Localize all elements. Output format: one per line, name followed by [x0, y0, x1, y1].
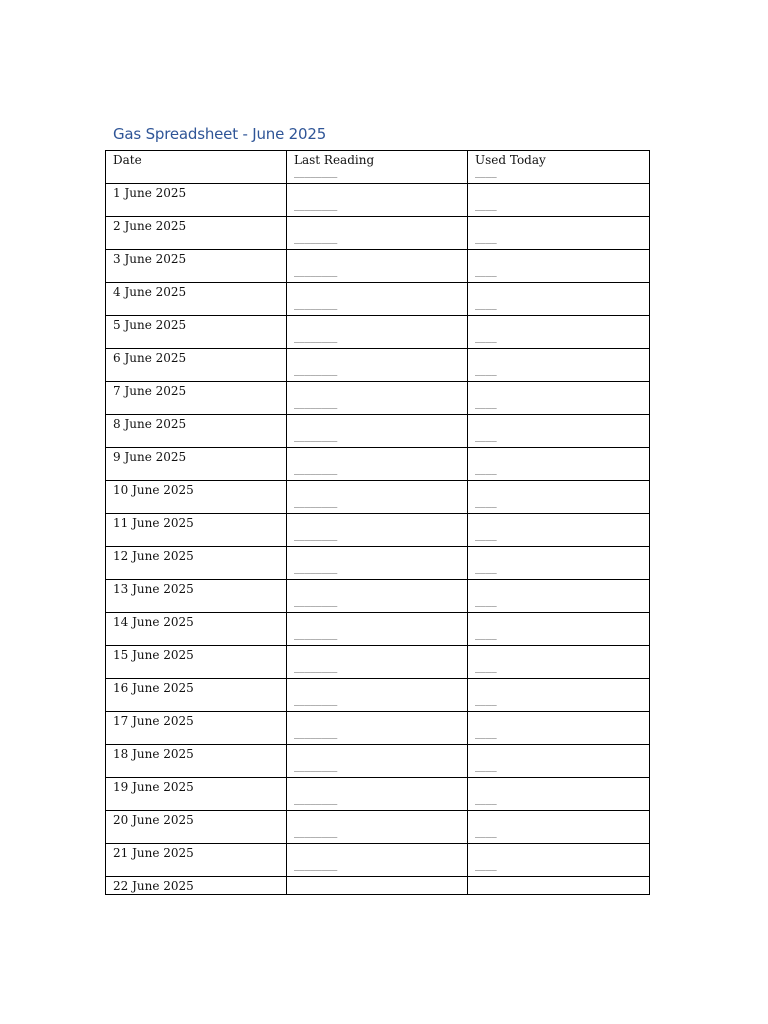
last-reading-cell[interactable] — [287, 217, 468, 250]
date-label: 21 June 2025 — [113, 846, 194, 860]
used-today-cell[interactable] — [468, 580, 650, 613]
last-reading-cell[interactable] — [287, 250, 468, 283]
date-label: 5 June 2025 — [113, 318, 187, 332]
header-date-label: Date — [113, 153, 142, 167]
last-reading-cell[interactable] — [287, 613, 468, 646]
used-today-blank[interactable]: ____ — [475, 499, 497, 509]
date-cell — [106, 382, 287, 415]
date-cell — [106, 283, 287, 316]
last-reading-cell[interactable] — [287, 349, 468, 382]
used-today-cell[interactable] — [468, 382, 650, 415]
used-today-cell[interactable] — [468, 811, 650, 844]
last-reading-cell[interactable] — [287, 811, 468, 844]
last-reading-blank[interactable]: ________ — [294, 598, 338, 608]
used-today-blank[interactable]: ____ — [475, 532, 497, 542]
table-row — [106, 844, 650, 877]
used-today-blank[interactable]: ____ — [475, 268, 497, 278]
table-row — [106, 745, 650, 778]
last-reading-cell[interactable] — [287, 514, 468, 547]
table-body — [106, 184, 650, 895]
last-reading-blank[interactable]: ________ — [294, 664, 338, 674]
last-reading-blank[interactable]: ________ — [294, 367, 338, 377]
last-reading-blank[interactable]: ________ — [294, 499, 338, 509]
last-reading-blank[interactable]: ________ — [294, 202, 338, 212]
table-header-row — [106, 151, 650, 184]
last-reading-blank[interactable]: ________ — [294, 763, 338, 773]
used-today-blank[interactable]: ____ — [475, 796, 497, 806]
date-label: 15 June 2025 — [113, 648, 194, 662]
used-today-blank[interactable]: ____ — [475, 433, 497, 443]
date-cell — [106, 349, 287, 382]
used-today-cell[interactable] — [468, 547, 650, 580]
header-last-reading-label: Last Reading — [294, 153, 375, 167]
date-cell — [106, 844, 287, 877]
used-today-blank[interactable]: ____ — [475, 697, 497, 707]
header-last-reading — [287, 151, 468, 184]
last-reading-cell[interactable] — [287, 745, 468, 778]
last-reading-cell[interactable] — [287, 316, 468, 349]
date-cell — [106, 778, 287, 811]
table-row — [106, 778, 650, 811]
last-reading-cell[interactable] — [287, 448, 468, 481]
date-label: 22 June 2025 — [113, 879, 194, 893]
last-reading-blank[interactable]: ________ — [294, 796, 338, 806]
table-row — [106, 448, 650, 481]
date-label: 20 June 2025 — [113, 813, 194, 827]
used-today-cell[interactable] — [468, 844, 650, 877]
gas-reading-table — [105, 150, 650, 895]
used-today-blank[interactable]: ____ — [475, 730, 497, 740]
date-cell — [106, 415, 287, 448]
date-label: 10 June 2025 — [113, 483, 194, 497]
date-label: 16 June 2025 — [113, 681, 194, 695]
date-cell — [106, 580, 287, 613]
used-today-blank[interactable]: ____ — [475, 202, 497, 212]
used-today-blank[interactable]: ____ — [475, 763, 497, 773]
table-row — [106, 646, 650, 679]
used-today-cell[interactable] — [468, 250, 650, 283]
last-reading-cell[interactable] — [287, 580, 468, 613]
used-today-cell[interactable] — [468, 283, 650, 316]
table-row — [106, 415, 650, 448]
table-row — [106, 679, 650, 712]
used-today-blank[interactable]: ____ — [475, 631, 497, 641]
header-date — [106, 151, 287, 184]
last-reading-cell[interactable] — [287, 547, 468, 580]
last-reading-blank[interactable]: ________ — [294, 829, 338, 839]
last-reading-blank[interactable]: ________ — [294, 301, 338, 311]
last-reading-blank[interactable]: ________ — [294, 532, 338, 542]
table-row — [106, 712, 650, 745]
last-reading-blank[interactable]: ________ — [294, 466, 338, 476]
date-label: 14 June 2025 — [113, 615, 194, 629]
date-cell — [106, 514, 287, 547]
last-reading-cell[interactable] — [287, 415, 468, 448]
table-row — [106, 283, 650, 316]
table-row — [106, 184, 650, 217]
used-today-blank[interactable]: ____ — [475, 862, 497, 872]
last-reading-cell[interactable] — [287, 382, 468, 415]
used-today-cell[interactable] — [468, 349, 650, 382]
table-row — [106, 547, 650, 580]
used-today-blank[interactable]: ____ — [475, 235, 497, 245]
last-reading-cell[interactable] — [287, 184, 468, 217]
date-cell — [106, 712, 287, 745]
date-label: 18 June 2025 — [113, 747, 194, 761]
used-today-blank[interactable]: ____ — [475, 367, 497, 377]
used-today-cell[interactable] — [468, 778, 650, 811]
last-reading-blank[interactable]: ________ — [294, 631, 338, 641]
date-cell — [106, 745, 287, 778]
date-cell — [106, 877, 287, 895]
used-today-cell[interactable] — [468, 613, 650, 646]
date-cell — [106, 811, 287, 844]
last-reading-cell[interactable] — [287, 712, 468, 745]
date-label: 3 June 2025 — [113, 252, 187, 266]
used-today-blank[interactable]: ____ — [475, 400, 497, 410]
used-today-cell[interactable] — [468, 514, 650, 547]
used-today-blank[interactable]: ____ — [475, 829, 497, 839]
last-reading-cell[interactable] — [287, 283, 468, 316]
used-today-blank[interactable]: ____ — [475, 334, 497, 344]
table-row — [106, 316, 650, 349]
used-today-cell[interactable] — [468, 679, 650, 712]
used-today-cell[interactable] — [468, 316, 650, 349]
date-label: 17 June 2025 — [113, 714, 194, 728]
used-today-cell[interactable] — [468, 217, 650, 250]
used-today-blank[interactable]: ____ — [475, 301, 497, 311]
used-today-cell[interactable] — [468, 712, 650, 745]
date-label: 12 June 2025 — [113, 549, 194, 563]
date-label: 2 June 2025 — [113, 219, 187, 233]
date-cell — [106, 547, 287, 580]
table-row — [106, 349, 650, 382]
last-reading-blank[interactable]: ________ — [294, 433, 338, 443]
last-reading-blank[interactable]: ________ — [294, 697, 338, 707]
used-today-cell[interactable] — [468, 646, 650, 679]
date-label: 13 June 2025 — [113, 582, 194, 596]
date-label: 6 June 2025 — [113, 351, 187, 365]
date-label: 8 June 2025 — [113, 417, 187, 431]
date-cell — [106, 448, 287, 481]
last-reading-cell[interactable] — [287, 646, 468, 679]
last-reading-blank[interactable]: ________ — [294, 565, 338, 575]
table-row — [106, 877, 650, 895]
date-cell — [106, 646, 287, 679]
date-cell — [106, 481, 287, 514]
last-reading-blank[interactable]: ________ — [294, 400, 338, 410]
last-reading-blank[interactable]: ________ — [294, 862, 338, 872]
header-used-today-label: Used Today — [475, 153, 546, 167]
table-row — [106, 514, 650, 547]
document-title: Gas Spreadsheet - June 2025 — [113, 125, 327, 143]
last-reading-cell[interactable] — [287, 481, 468, 514]
used-today-blank[interactable]: ____ — [475, 466, 497, 476]
date-cell — [106, 184, 287, 217]
date-label: 9 June 2025 — [113, 450, 187, 464]
last-reading-cell[interactable] — [287, 844, 468, 877]
date-label: 4 June 2025 — [113, 285, 187, 299]
table-row — [106, 811, 650, 844]
last-reading-blank[interactable]: ________ — [294, 730, 338, 740]
last-reading-blank[interactable]: ________ — [294, 268, 338, 278]
date-cell — [106, 217, 287, 250]
last-reading-cell[interactable] — [287, 778, 468, 811]
used-today-blank[interactable]: ____ — [475, 169, 497, 179]
date-cell — [106, 613, 287, 646]
used-today-blank[interactable]: ____ — [475, 664, 497, 674]
last-reading-cell[interactable] — [287, 877, 468, 895]
table-row — [106, 250, 650, 283]
used-today-cell[interactable] — [468, 877, 650, 895]
date-label: 1 June 2025 — [113, 186, 187, 200]
last-reading-blank[interactable]: ________ — [294, 235, 338, 245]
date-cell — [106, 316, 287, 349]
last-reading-blank[interactable]: ________ — [294, 334, 338, 344]
used-today-cell[interactable] — [468, 481, 650, 514]
header-used-today — [468, 151, 650, 184]
last-reading-cell[interactable] — [287, 679, 468, 712]
table-row — [106, 580, 650, 613]
used-today-cell[interactable] — [468, 184, 650, 217]
used-today-cell[interactable] — [468, 415, 650, 448]
table-row — [106, 217, 650, 250]
used-today-cell[interactable] — [468, 448, 650, 481]
table-row — [106, 613, 650, 646]
table-row — [106, 481, 650, 514]
date-cell — [106, 679, 287, 712]
used-today-blank[interactable]: ____ — [475, 565, 497, 575]
date-label: 7 June 2025 — [113, 384, 187, 398]
date-cell — [106, 250, 287, 283]
date-label: 11 June 2025 — [113, 516, 194, 530]
date-label: 19 June 2025 — [113, 780, 194, 794]
last-reading-blank[interactable]: ________ — [294, 169, 338, 179]
table-row — [106, 382, 650, 415]
used-today-blank[interactable]: ____ — [475, 598, 497, 608]
used-today-cell[interactable] — [468, 745, 650, 778]
